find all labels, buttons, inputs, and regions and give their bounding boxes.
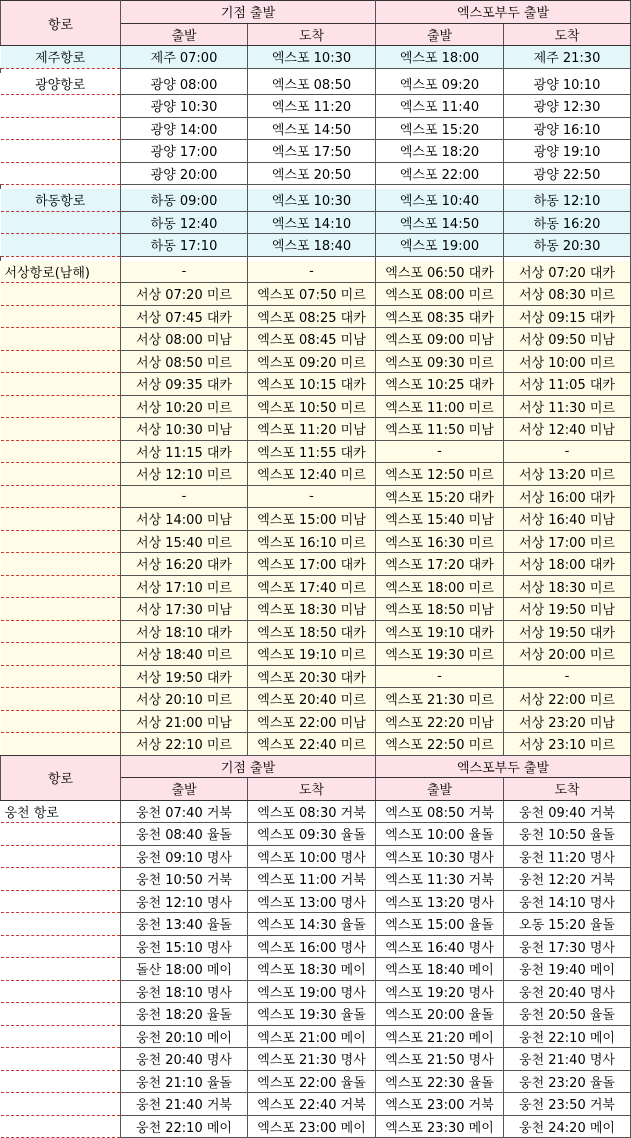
schedule-row <box>1 530 631 553</box>
expo-departure-time: 엑스포 10:00 율돌 <box>376 823 504 846</box>
expo-arrival-time: 서상 23:10 미르 <box>504 733 631 756</box>
schedule-row <box>1 980 631 1003</box>
departure-subheader: 출발 <box>376 778 504 801</box>
schedule-row <box>1 46 631 69</box>
base-departure-time: 하동 12:40 <box>121 211 248 234</box>
expo-departure-time: 엑스포 20:00 율돌 <box>376 1003 504 1026</box>
expo-departure-time: 엑스포 10:25 대카 <box>376 373 504 396</box>
base-arrival-time: 엑스포 18:30 미남 <box>248 598 376 621</box>
expo-departure-time: 엑스포 23:00 거북 <box>376 1093 504 1116</box>
base-departure-time: 서상 19:50 대카 <box>121 665 248 688</box>
base-arrival-time: 엑스포 11:20 <box>248 95 376 118</box>
expo-departure-time: 엑스포 21:20 메이 <box>376 1025 504 1048</box>
base-arrival-time: 엑스포 14:50 <box>248 117 376 140</box>
route-name <box>1 845 121 868</box>
base-arrival-time: 엑스포 20:30 대카 <box>248 665 376 688</box>
schedule-row <box>1 868 631 891</box>
route-name <box>1 935 121 958</box>
expo-arrival-time: 웅천 22:10 메이 <box>504 1025 631 1048</box>
route-name <box>1 1025 121 1048</box>
base-arrival-time: 엑스포 21:00 메이 <box>248 1025 376 1048</box>
route-name <box>1 553 121 576</box>
expo-departure-time: 엑스포 09:20 <box>376 73 504 95</box>
expo-departure-time: 엑스포 08:35 대카 <box>376 305 504 328</box>
schedule-row <box>1 575 631 598</box>
base-arrival-time: 엑스포 08:45 미남 <box>248 328 376 351</box>
base-departure-time: - <box>121 485 248 508</box>
departure-subheader: 출발 <box>376 23 504 46</box>
expo-departure-time: 엑스포 11:50 미남 <box>376 418 504 441</box>
base-arrival-time: 엑스포 16:10 미르 <box>248 530 376 553</box>
base-departure-time: 서상 10:20 미르 <box>121 395 248 418</box>
route-name <box>1 620 121 643</box>
expo-departure-time: 엑스포 09:30 미르 <box>376 350 504 373</box>
schedule-row <box>1 328 631 351</box>
base-arrival-time: 엑스포 18:50 대카 <box>248 620 376 643</box>
expo-departure-time: 엑스포 16:40 명사 <box>376 935 504 958</box>
schedule-row <box>1 440 631 463</box>
route-name <box>1 328 121 351</box>
base-departure-time: 웅천 18:20 율돌 <box>121 1003 248 1026</box>
expo-arrival-time: 서상 18:30 미르 <box>504 575 631 598</box>
expo-arrival-time: 서상 17:00 미르 <box>504 530 631 553</box>
schedule-row <box>1 553 631 576</box>
expo-departure-time: 엑스포 19:30 미르 <box>376 643 504 666</box>
schedule-row <box>1 598 631 621</box>
base-arrival-time: 엑스포 16:00 명사 <box>248 935 376 958</box>
expo-departure-time: 엑스포 22:20 미남 <box>376 710 504 733</box>
header-row <box>1 1 631 24</box>
expo-departure-time: 엑스포 15:00 율돌 <box>376 913 504 936</box>
base-departure-time: 서상 15:40 미르 <box>121 530 248 553</box>
base-departure-time: 하동 09:00 <box>121 189 248 211</box>
schedule-row <box>1 643 631 666</box>
schedule-row <box>1 305 631 328</box>
expo-arrival-time: 웅천 20:40 명사 <box>504 980 631 1003</box>
base-arrival-time: 엑스포 10:30 <box>248 46 376 69</box>
header-row <box>1 755 631 778</box>
route-name <box>1 1093 121 1116</box>
route-name <box>1 140 121 163</box>
route-name: 웅천 항로 <box>1 800 121 823</box>
expo-arrival-time: 서상 08:30 미르 <box>504 283 631 306</box>
schedule-row <box>1 1093 631 1116</box>
schedule-row <box>1 117 631 140</box>
expo-departure-time: 엑스포 09:00 미남 <box>376 328 504 351</box>
base-arrival-time: 엑스포 18:30 메이 <box>248 958 376 981</box>
arrival-subheader: 도착 <box>504 23 631 46</box>
schedule-row <box>1 913 631 936</box>
base-departure-time: 서상 12:10 미르 <box>121 463 248 486</box>
base-arrival-time: 엑스포 10:00 명사 <box>248 845 376 868</box>
base-arrival-time: 엑스포 17:50 <box>248 140 376 163</box>
expo-departure-time: 엑스포 18:40 메이 <box>376 958 504 981</box>
base-arrival-time: 엑스포 22:40 거북 <box>248 1093 376 1116</box>
schedule-row <box>1 890 631 913</box>
route-header: 항로 <box>1 755 121 800</box>
expo-arrival-time: 광양 22:50 <box>504 162 631 185</box>
base-departure-time: 서상 14:00 미남 <box>121 508 248 531</box>
expo-departure-time: 엑스포 18:50 미남 <box>376 598 504 621</box>
base-departure-time: 웅천 18:10 명사 <box>121 980 248 1003</box>
base-arrival-time: 엑스포 19:00 명사 <box>248 980 376 1003</box>
schedule-row <box>1 261 631 283</box>
expo-arrival-time: 서상 19:50 미남 <box>504 598 631 621</box>
schedule-row <box>1 162 631 185</box>
expo-departure-time: 엑스포 11:30 거북 <box>376 868 504 891</box>
expo-arrival-time: 서상 13:20 미르 <box>504 463 631 486</box>
base-departure-time: 서상 22:10 미르 <box>121 733 248 756</box>
schedule-row <box>1 1070 631 1093</box>
route-name <box>1 95 121 118</box>
route-name: 서상항로(남해) <box>1 261 121 283</box>
route-name: 하동항로 <box>1 189 121 211</box>
base-departure-time: 웅천 22:10 메이 <box>121 1115 248 1138</box>
expo-departure-time: 엑스포 08:50 거북 <box>376 800 504 823</box>
base-departure-time: 웅천 12:10 명사 <box>121 890 248 913</box>
base-arrival-time: 엑스포 11:00 거북 <box>248 868 376 891</box>
route-name <box>1 395 121 418</box>
expo-arrival-time: 광양 19:10 <box>504 140 631 163</box>
expo-arrival-time: 웅천 23:20 율돌 <box>504 1070 631 1093</box>
schedule-row <box>1 1115 631 1138</box>
expo-arrival-time: 웅천 10:50 율돌 <box>504 823 631 846</box>
schedule-row <box>1 418 631 441</box>
base-departure-time: 서상 08:00 미남 <box>121 328 248 351</box>
route-name <box>1 1003 121 1026</box>
expo-arrival-time: 하동 12:10 <box>504 189 631 211</box>
base-arrival-time: 엑스포 13:00 명사 <box>248 890 376 913</box>
expo-departure-header: 엑스포부두 출발 <box>376 1 631 24</box>
expo-arrival-time: 오동 15:20 율돌 <box>504 913 631 936</box>
route-name <box>1 305 121 328</box>
expo-arrival-time: - <box>504 440 631 463</box>
expo-departure-time: 엑스포 15:20 <box>376 117 504 140</box>
schedule-row <box>1 935 631 958</box>
base-departure-time: 서상 17:10 미르 <box>121 575 248 598</box>
base-arrival-time: 엑스포 17:00 대카 <box>248 553 376 576</box>
expo-departure-time: - <box>376 440 504 463</box>
route-name <box>1 350 121 373</box>
base-arrival-time: 엑스포 08:30 거북 <box>248 800 376 823</box>
expo-departure-time: 엑스포 21:30 미르 <box>376 688 504 711</box>
route-name <box>1 463 121 486</box>
expo-arrival-time: 서상 18:00 대카 <box>504 553 631 576</box>
expo-arrival-time: 서상 09:50 미남 <box>504 328 631 351</box>
expo-arrival-time: 제주 21:30 <box>504 46 631 69</box>
expo-departure-time: 엑스포 22:50 미르 <box>376 733 504 756</box>
expo-departure-header: 엑스포부두 출발 <box>376 755 631 778</box>
schedule-row <box>1 95 631 118</box>
expo-departure-time: 엑스포 23:30 메이 <box>376 1115 504 1138</box>
schedule-row <box>1 1003 631 1026</box>
expo-arrival-time: 광양 16:10 <box>504 117 631 140</box>
schedule-row <box>1 823 631 846</box>
expo-arrival-time: 하동 20:30 <box>504 234 631 257</box>
expo-departure-time: 엑스포 11:40 <box>376 95 504 118</box>
expo-departure-time: 엑스포 22:30 율돌 <box>376 1070 504 1093</box>
expo-departure-time: 엑스포 18:00 미르 <box>376 575 504 598</box>
base-arrival-time: - <box>248 261 376 283</box>
expo-arrival-time: 광양 10:10 <box>504 73 631 95</box>
schedule-row <box>1 733 631 756</box>
schedule-row <box>1 350 631 373</box>
base-departure-time: 서상 18:10 대카 <box>121 620 248 643</box>
expo-departure-time: 엑스포 14:50 <box>376 211 504 234</box>
schedule-row <box>1 845 631 868</box>
base-departure-time: 돌산 18:00 메이 <box>121 958 248 981</box>
base-departure-header: 기점 출발 <box>121 1 376 24</box>
route-name <box>1 508 121 531</box>
route-name <box>1 234 121 257</box>
route-name <box>1 440 121 463</box>
expo-arrival-time: 서상 20:00 미르 <box>504 643 631 666</box>
expo-departure-time: 엑스포 10:40 <box>376 189 504 211</box>
base-departure-time: 광양 14:00 <box>121 117 248 140</box>
expo-arrival-time: 서상 11:05 대카 <box>504 373 631 396</box>
schedule-row <box>1 140 631 163</box>
expo-arrival-time: 서상 12:40 미남 <box>504 418 631 441</box>
expo-arrival-time: 웅천 21:40 명사 <box>504 1048 631 1071</box>
route-name <box>1 575 121 598</box>
expo-departure-time: 엑스포 21:50 명사 <box>376 1048 504 1071</box>
route-name <box>1 1070 121 1093</box>
base-departure-time: 서상 08:50 미르 <box>121 350 248 373</box>
schedule-row <box>1 283 631 306</box>
expo-arrival-time: 서상 16:00 대카 <box>504 485 631 508</box>
base-arrival-time: 엑스포 14:10 <box>248 211 376 234</box>
expo-arrival-time: 웅천 17:30 명사 <box>504 935 631 958</box>
base-arrival-time: 엑스포 10:50 미르 <box>248 395 376 418</box>
base-departure-time: 서상 11:15 대카 <box>121 440 248 463</box>
expo-arrival-time: 웅천 14:10 명사 <box>504 890 631 913</box>
route-name <box>1 418 121 441</box>
expo-departure-time: 엑스포 22:00 <box>376 162 504 185</box>
base-arrival-time: 엑스포 11:20 미남 <box>248 418 376 441</box>
route-name <box>1 913 121 936</box>
base-departure-time: 하동 17:10 <box>121 234 248 257</box>
schedule-row <box>1 1048 631 1071</box>
base-arrival-time: 엑스포 12:40 미르 <box>248 463 376 486</box>
base-departure-time: 웅천 07:40 거북 <box>121 800 248 823</box>
expo-departure-time: 엑스포 19:10 대카 <box>376 620 504 643</box>
base-arrival-time: 엑스포 15:00 미남 <box>248 508 376 531</box>
base-arrival-time: 엑스포 21:30 명사 <box>248 1048 376 1071</box>
base-arrival-time: 엑스포 22:00 미남 <box>248 710 376 733</box>
expo-arrival-time: 서상 16:40 미남 <box>504 508 631 531</box>
base-departure-time: 광양 08:00 <box>121 73 248 95</box>
route-header: 항로 <box>1 1 121 46</box>
expo-departure-time: 엑스포 06:50 대카 <box>376 261 504 283</box>
base-departure-time: 서상 21:00 미남 <box>121 710 248 733</box>
base-departure-time: 서상 10:30 미남 <box>121 418 248 441</box>
expo-departure-time: 엑스포 18:00 <box>376 46 504 69</box>
schedule-row <box>1 211 631 234</box>
base-arrival-time: 엑스포 18:40 <box>248 234 376 257</box>
expo-departure-time: 엑스포 15:40 미남 <box>376 508 504 531</box>
base-departure-time: 서상 18:40 미르 <box>121 643 248 666</box>
expo-departure-time: 엑스포 19:20 명사 <box>376 980 504 1003</box>
route-name: 제주항로 <box>1 46 121 69</box>
schedule-row <box>1 234 631 257</box>
arrival-subheader: 도착 <box>248 23 376 46</box>
route-name <box>1 1048 121 1071</box>
base-departure-time: 광양 17:00 <box>121 140 248 163</box>
base-arrival-time: 엑스포 08:50 <box>248 73 376 95</box>
schedule-row <box>1 1025 631 1048</box>
base-departure-time: 웅천 20:10 메이 <box>121 1025 248 1048</box>
expo-arrival-time: 서상 23:20 미남 <box>504 710 631 733</box>
base-departure-time: 웅천 15:10 명사 <box>121 935 248 958</box>
schedule-row <box>1 710 631 733</box>
schedule-row <box>1 688 631 711</box>
expo-arrival-time: - <box>504 665 631 688</box>
route-name <box>1 890 121 913</box>
base-arrival-time: 엑스포 10:15 대카 <box>248 373 376 396</box>
route-name <box>1 211 121 234</box>
base-departure-time: 서상 09:35 대카 <box>121 373 248 396</box>
route-name <box>1 868 121 891</box>
base-arrival-time: 엑스포 20:50 <box>248 162 376 185</box>
expo-departure-time: - <box>376 665 504 688</box>
base-departure-time: 웅천 20:40 명사 <box>121 1048 248 1071</box>
schedule-row <box>1 373 631 396</box>
base-arrival-time: 엑스포 08:25 대카 <box>248 305 376 328</box>
expo-arrival-time: 서상 10:00 미르 <box>504 350 631 373</box>
schedule-row <box>1 73 631 95</box>
base-departure-time: 제주 07:00 <box>121 46 248 69</box>
route-name <box>1 733 121 756</box>
route-name <box>1 823 121 846</box>
expo-arrival-time: 웅천 11:20 명사 <box>504 845 631 868</box>
expo-departure-time: 엑스포 17:20 대카 <box>376 553 504 576</box>
expo-departure-time: 엑스포 16:30 미르 <box>376 530 504 553</box>
route-name <box>1 710 121 733</box>
base-arrival-time: 엑스포 22:40 미르 <box>248 733 376 756</box>
expo-arrival-time: 서상 09:15 대카 <box>504 305 631 328</box>
base-arrival-time: 엑스포 09:30 율돌 <box>248 823 376 846</box>
base-arrival-time: - <box>248 485 376 508</box>
expo-arrival-time: 웅천 12:20 거북 <box>504 868 631 891</box>
route-name <box>1 117 121 140</box>
expo-arrival-time: 웅천 20:50 율돌 <box>504 1003 631 1026</box>
base-arrival-time: 엑스포 23:00 메이 <box>248 1115 376 1138</box>
base-departure-time: 웅천 10:50 거북 <box>121 868 248 891</box>
base-departure-time: 웅천 21:40 거북 <box>121 1093 248 1116</box>
route-name <box>1 665 121 688</box>
expo-departure-time: 엑스포 18:20 <box>376 140 504 163</box>
base-departure-time: 서상 20:10 미르 <box>121 688 248 711</box>
expo-arrival-time: 웅천 09:40 거북 <box>504 800 631 823</box>
expo-departure-time: 엑스포 12:50 미르 <box>376 463 504 486</box>
expo-arrival-time: 웅천 19:40 메이 <box>504 958 631 981</box>
expo-arrival-time: 웅천 24:20 메이 <box>504 1115 631 1138</box>
expo-departure-time: 엑스포 11:00 미르 <box>376 395 504 418</box>
base-arrival-time: 엑스포 19:10 미르 <box>248 643 376 666</box>
expo-arrival-time: 서상 11:30 미르 <box>504 395 631 418</box>
schedule-row <box>1 620 631 643</box>
route-name: 광양항로 <box>1 73 121 95</box>
base-arrival-time: 엑스포 11:55 대카 <box>248 440 376 463</box>
base-departure-time: 웅천 13:40 율돌 <box>121 913 248 936</box>
departure-subheader: 출발 <box>121 778 248 801</box>
route-name <box>1 643 121 666</box>
expo-departure-time: 엑스포 08:00 미르 <box>376 283 504 306</box>
base-departure-time: 웅천 21:10 율돌 <box>121 1070 248 1093</box>
schedule-row <box>1 958 631 981</box>
base-departure-time: 서상 17:30 미남 <box>121 598 248 621</box>
base-arrival-time: 엑스포 17:40 미르 <box>248 575 376 598</box>
schedule-row <box>1 463 631 486</box>
base-departure-time: 광양 10:30 <box>121 95 248 118</box>
base-arrival-time: 엑스포 14:30 율돌 <box>248 913 376 936</box>
base-arrival-time: 엑스포 09:20 미르 <box>248 350 376 373</box>
arrival-subheader: 도착 <box>504 778 631 801</box>
schedule-row <box>1 665 631 688</box>
base-arrival-time: 엑스포 07:50 미르 <box>248 283 376 306</box>
base-arrival-time: 엑스포 22:00 율돌 <box>248 1070 376 1093</box>
base-arrival-time: 엑스포 20:40 미르 <box>248 688 376 711</box>
base-departure-time: 서상 07:20 미르 <box>121 283 248 306</box>
route-name <box>1 162 121 185</box>
schedule-row <box>1 508 631 531</box>
base-departure-header: 기점 출발 <box>121 755 376 778</box>
route-name <box>1 1115 121 1138</box>
departure-subheader: 출발 <box>121 23 248 46</box>
schedule-row <box>1 800 631 823</box>
expo-arrival-time: 웅천 23:50 거북 <box>504 1093 631 1116</box>
schedule-row <box>1 189 631 211</box>
expo-arrival-time: 서상 19:50 대카 <box>504 620 631 643</box>
base-arrival-time: 엑스포 19:30 율돌 <box>248 1003 376 1026</box>
expo-departure-time: 엑스포 10:30 명사 <box>376 845 504 868</box>
route-name <box>1 980 121 1003</box>
base-departure-time: 서상 07:45 대카 <box>121 305 248 328</box>
route-name <box>1 688 121 711</box>
route-name <box>1 530 121 553</box>
expo-departure-time: 엑스포 19:00 <box>376 234 504 257</box>
expo-arrival-time: 하동 16:20 <box>504 211 631 234</box>
base-departure-time: - <box>121 261 248 283</box>
base-departure-time: 웅천 08:40 율돌 <box>121 823 248 846</box>
expo-departure-time: 엑스포 15:20 대카 <box>376 485 504 508</box>
expo-arrival-time: 서상 07:20 대카 <box>504 261 631 283</box>
base-arrival-time: 엑스포 10:30 <box>248 189 376 211</box>
expo-departure-time: 엑스포 13:20 명사 <box>376 890 504 913</box>
base-departure-time: 서상 16:20 대카 <box>121 553 248 576</box>
route-name <box>1 373 121 396</box>
base-departure-time: 웅천 09:10 명사 <box>121 845 248 868</box>
base-departure-time: 광양 20:00 <box>121 162 248 185</box>
schedule-row <box>1 395 631 418</box>
route-name <box>1 485 121 508</box>
arrival-subheader: 도착 <box>248 778 376 801</box>
expo-arrival-time: 서상 22:00 미르 <box>504 688 631 711</box>
schedule-row <box>1 485 631 508</box>
route-name <box>1 283 121 306</box>
expo-arrival-time: 광양 12:30 <box>504 95 631 118</box>
route-name <box>1 598 121 621</box>
route-name <box>1 958 121 981</box>
